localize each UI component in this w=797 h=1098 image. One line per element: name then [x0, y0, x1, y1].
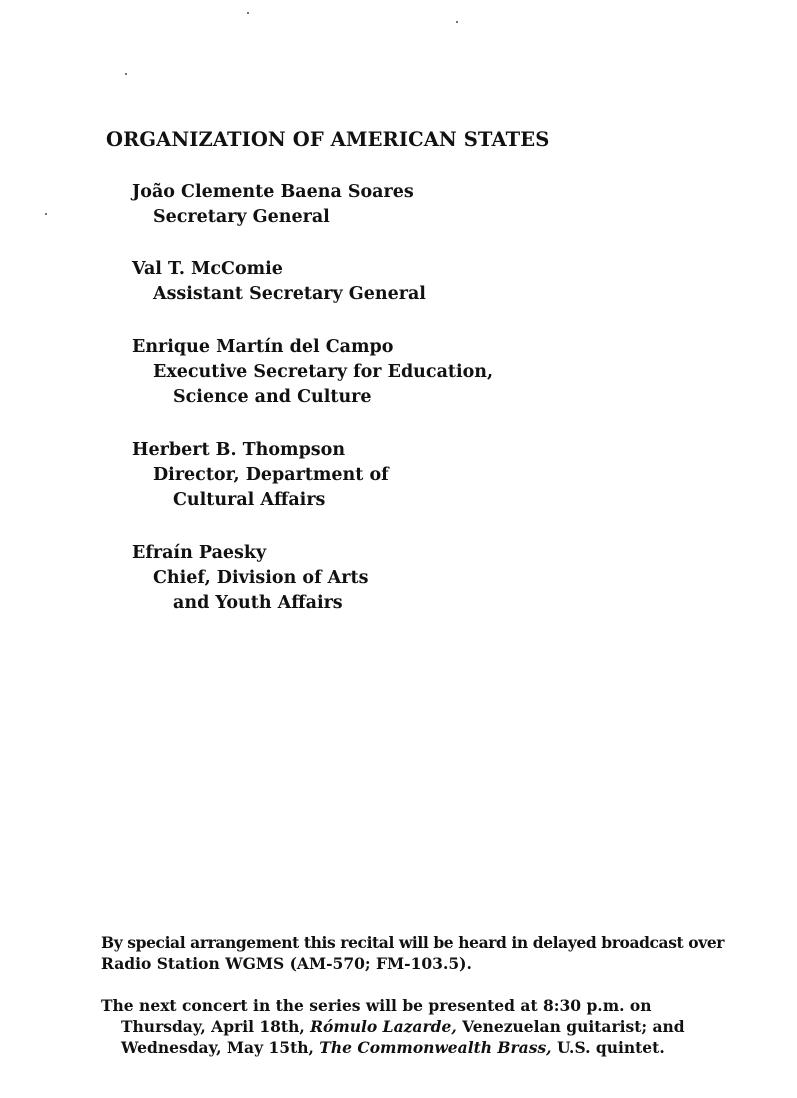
official-title: Secretary General	[153, 207, 330, 227]
official-entry	[132, 438, 389, 513]
performer-name: The Commonwealth Brass,	[319, 1038, 552, 1057]
official-title: Director, Department of	[153, 465, 389, 485]
performer-desc: Venezuelan guitarist; and	[456, 1017, 685, 1036]
next-concert-line-1: The next concert in the series will be presented at 8:30 p.m. on	[101, 996, 652, 1015]
scan-speck	[45, 213, 47, 215]
official-title-cont: and Youth Affairs	[173, 593, 343, 613]
official-entry	[132, 257, 426, 307]
next-concert-line-2	[101, 1016, 781, 1037]
scan-speck	[125, 73, 127, 75]
official-name: Herbert B. Thompson	[132, 440, 346, 460]
official-title-cont: Cultural Affairs	[173, 490, 326, 510]
official-title: Chief, Division of Arts	[153, 568, 369, 588]
scan-speck	[456, 21, 458, 23]
date-text: Thursday, April 18th,	[121, 1017, 311, 1036]
official-entry	[132, 541, 368, 616]
official-title: Assistant Secretary General	[153, 284, 426, 304]
broadcast-notice	[101, 932, 781, 974]
scan-speck	[247, 12, 249, 14]
official-name: Enrique Martín del Campo	[132, 337, 394, 357]
performer-desc: U.S. quintet.	[551, 1038, 665, 1057]
organization-heading: ORGANIZATION OF AMERICAN STATES	[106, 128, 550, 151]
official-name: João Clemente Baena Soares	[132, 182, 414, 202]
next-concert-notice	[101, 995, 781, 1058]
official-entry	[132, 335, 493, 410]
broadcast-line-2: Radio Station WGMS (AM-570; FM-103.5).	[101, 954, 472, 973]
official-title: Executive Secretary for Education,	[153, 362, 494, 382]
official-name: Val T. McComie	[132, 259, 283, 279]
next-concert-line-3	[101, 1037, 781, 1058]
official-title-cont: Science and Culture	[173, 387, 372, 407]
official-name: Efraín Paesky	[132, 543, 267, 563]
official-entry	[132, 180, 414, 230]
date-text: Wednesday, May 15th,	[121, 1038, 320, 1057]
broadcast-line-1: By special arrangement this recital will be heard in delayed broadcast over	[101, 933, 725, 952]
performer-name: Rómulo Lazarde,	[310, 1017, 457, 1036]
